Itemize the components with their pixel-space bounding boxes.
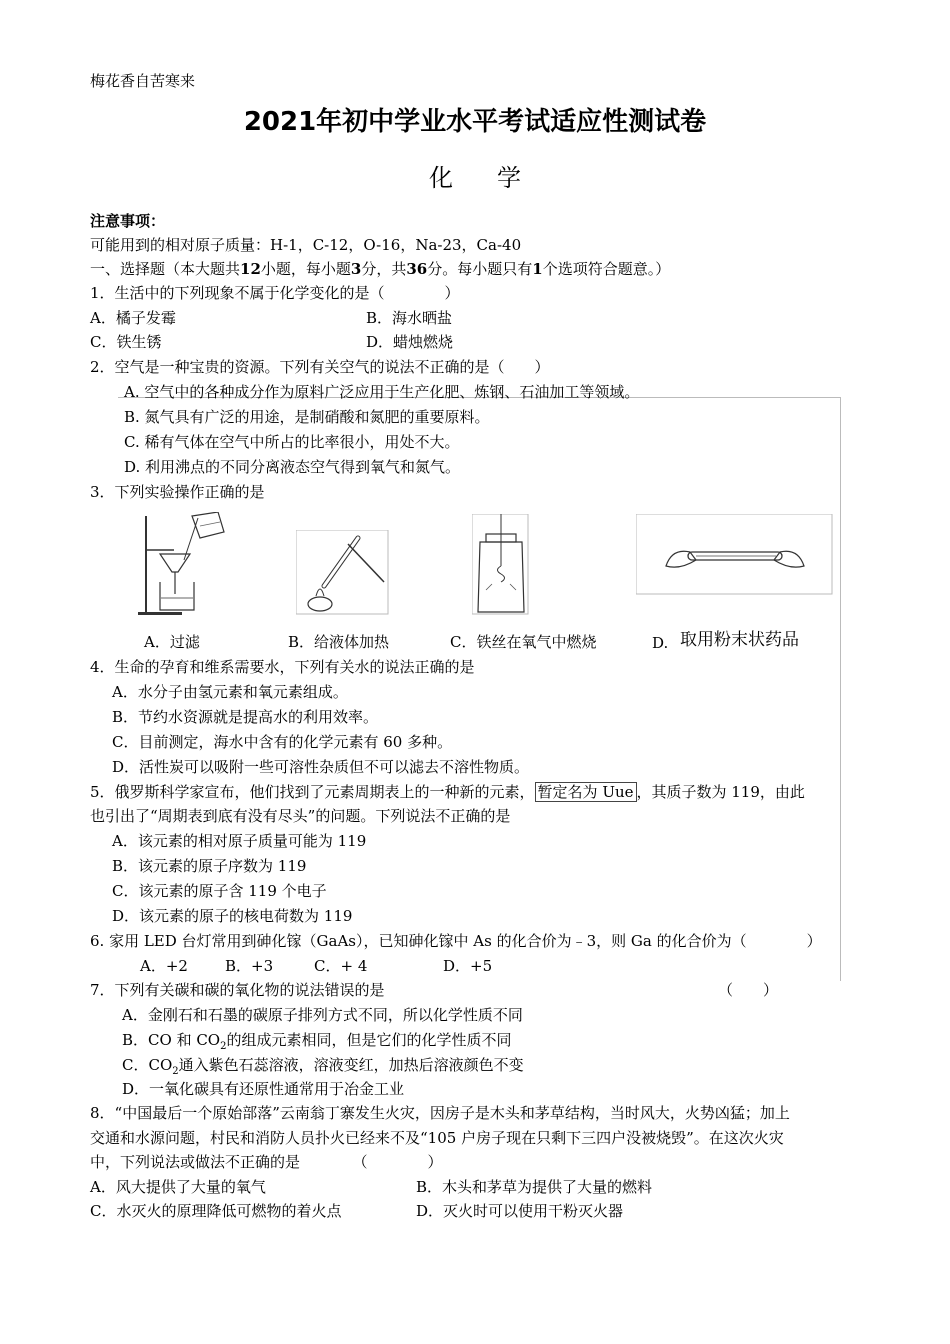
q1-option-a: A．橘子发霉	[90, 309, 176, 327]
atomic-masses: 可能用到的相对原子质量：H-1，C-12，O-16，Na-23，Ca-40	[90, 236, 522, 254]
q4-stem: 4．生命的孕育和维系需要水，下列有关水的说法正确的是	[90, 658, 475, 676]
iron-wire-burning-figure	[472, 514, 530, 616]
q7-b-subscript: 2	[220, 1041, 227, 1052]
q4-option-a: A．水分子由氢元素和氧元素组成。	[112, 683, 348, 701]
section-text-b: 小题，每小题	[260, 260, 351, 278]
q1-option-d: D．蜡烛燃烧	[366, 333, 454, 351]
q3-option-a: A．过滤	[144, 633, 200, 651]
q8-stem-line2: 交通和水源问题，村民和消防人员扑火已经来不及“105 户房子现在只剩下三四户没被烧毁”。在这次火灾	[90, 1129, 784, 1147]
q3-option-c: C．铁丝在氧气中燃烧	[450, 633, 597, 651]
q5-boxed-name: 暂定名为 Uue	[535, 782, 637, 802]
q2-option-b: B. 氮气具有广泛的用途，是制硝酸和氮肥的重要原料。	[124, 408, 490, 426]
q7-option-b	[122, 1031, 512, 1052]
q8-option-b: B．木头和茅草为提供了大量的燃料	[416, 1178, 653, 1196]
q7-c-subscript: 2	[172, 1066, 179, 1077]
q7-b-post: 的组成元素相同，但是它们的化学性质不同	[226, 1031, 512, 1049]
heating-liquid-figure	[296, 530, 392, 616]
subject-title: 化学	[429, 164, 565, 192]
q5-option-d: D．该元素的原子的核电荷数为 119	[112, 907, 353, 925]
q8-stem-line3: 中，下列说法或做法不正确的是 （ ）	[90, 1153, 443, 1171]
q8-option-d: D．灭火时可以使用干粉灭火器	[416, 1202, 624, 1220]
q2-option-d: D. 利用沸点的不同分离液态空气得到氧气和氮气。	[124, 458, 461, 476]
q3-option-b: B．给液体加热	[288, 633, 390, 651]
q5-stem-part-b: ，其质子数为 119，由此	[636, 783, 805, 801]
q8-stem-line1: 8．“中国最后一个原始部落”云南翁丁寨发生火灾，因房子是木头和茅草结构，当时风大，火势凶猛；加上	[90, 1104, 790, 1122]
q4-option-d: D．活性炭可以吸附一些可溶性杂质但不可以滤去不溶性物质。	[112, 758, 530, 776]
q7-c-post: 通入紫色石蕊溶液，溶液变红，加热后溶液颜色不变	[178, 1056, 524, 1074]
q6-option-b: B．+3	[225, 957, 274, 975]
q1-option-b: B．海水晒盐	[366, 309, 453, 327]
q8-option-a: A．风大提供了大量的氧气	[90, 1178, 266, 1196]
q1-stem: 1．生活中的下列现象不属于化学变化的是（ ）	[90, 284, 460, 302]
q6-option-c: C．+ 4	[314, 957, 368, 975]
section-text-d: 分。每小题只有	[427, 260, 533, 278]
powder-sampling-figure	[636, 514, 834, 596]
q7-answer-blank: （ ）	[718, 981, 779, 999]
q6-option-a: A．+2	[140, 957, 188, 975]
q5-stem	[90, 783, 805, 801]
one-option: 1	[532, 260, 543, 278]
q7-option-c	[122, 1056, 524, 1077]
q7-stem: 7．下列有关碳和碳的氧化物的说法错误的是	[90, 981, 385, 999]
question-count: 12	[240, 260, 261, 278]
q3-option-d-letter: D.	[652, 634, 669, 652]
q8-option-c: C．水灭火的原理降低可燃物的着火点	[90, 1202, 342, 1220]
q7-option-a: A．金刚石和石墨的碳原子排列方式不同，所以化学性质不同	[122, 1006, 523, 1024]
q7-b-pre: B．CO 和 CO	[122, 1031, 221, 1049]
q2-option-c: C. 稀有气体在空气中所占的比率很小，用处不大。	[124, 433, 460, 451]
q6-option-d: D．+5	[443, 957, 493, 975]
q5-stem-line2: 也引出了“周期表到底有没有尽头”的问题。下列说法不正确的是	[90, 807, 511, 825]
q7-option-d: D．一氧化碳具有还原性通常用于冶金工业	[122, 1080, 405, 1098]
notice-heading: 注意事项：	[90, 212, 166, 230]
q5-option-b: B．该元素的原子序数为 119	[112, 857, 307, 875]
q5-stem-part-a: 5．俄罗斯科学家宣布，他们找到了元素周期表上的一种新的元素，	[90, 783, 535, 801]
q2-stem: 2．空气是一种宝贵的资源。下列有关空气的说法不正确的是（ ）	[90, 358, 550, 376]
points-each: 3	[350, 260, 362, 278]
q3-stem: 3．下列实验操作正确的是	[90, 483, 265, 501]
section-text-c: 分，共	[361, 260, 407, 278]
q4-option-c: C．目前测定，海水中含有的化学元素有 60 多种。	[112, 733, 453, 751]
q6-stem: 6. 家用 LED 台灯常用到砷化镓（GaAs），已知砷化镓中 As 的化合价为﹣3，则 Ga 的化合价为（ ）	[90, 932, 822, 950]
section-instructions	[90, 260, 670, 278]
q7-c-pre: C．CO	[122, 1056, 173, 1074]
filtration-figure	[138, 512, 228, 616]
section-text-a: 一、选择题（本大题共	[90, 260, 241, 278]
q1-option-c: C．铁生锈	[90, 333, 162, 351]
total-points: 36	[406, 260, 428, 278]
q4-option-b: B．节约水资源就是提高水的利用效率。	[112, 708, 379, 726]
exam-title: 2021年初中学业水平考试适应性测试卷	[243, 107, 707, 137]
section-text-e: 个选项符合题意。）	[542, 260, 671, 278]
q5-option-c: C．该元素的原子含 119 个电子	[112, 882, 327, 900]
q3-option-d-text: 取用粉末状药品	[680, 630, 799, 650]
header-motto: 梅花香自苦寒来	[90, 72, 196, 90]
q5-option-a: A．该元素的相对原子质量可能为 119	[112, 832, 367, 850]
q2-option-a: A. 空气中的各种成分作为原料广泛应用于生产化肥、炼钢、石油加工等领域。	[124, 383, 640, 401]
